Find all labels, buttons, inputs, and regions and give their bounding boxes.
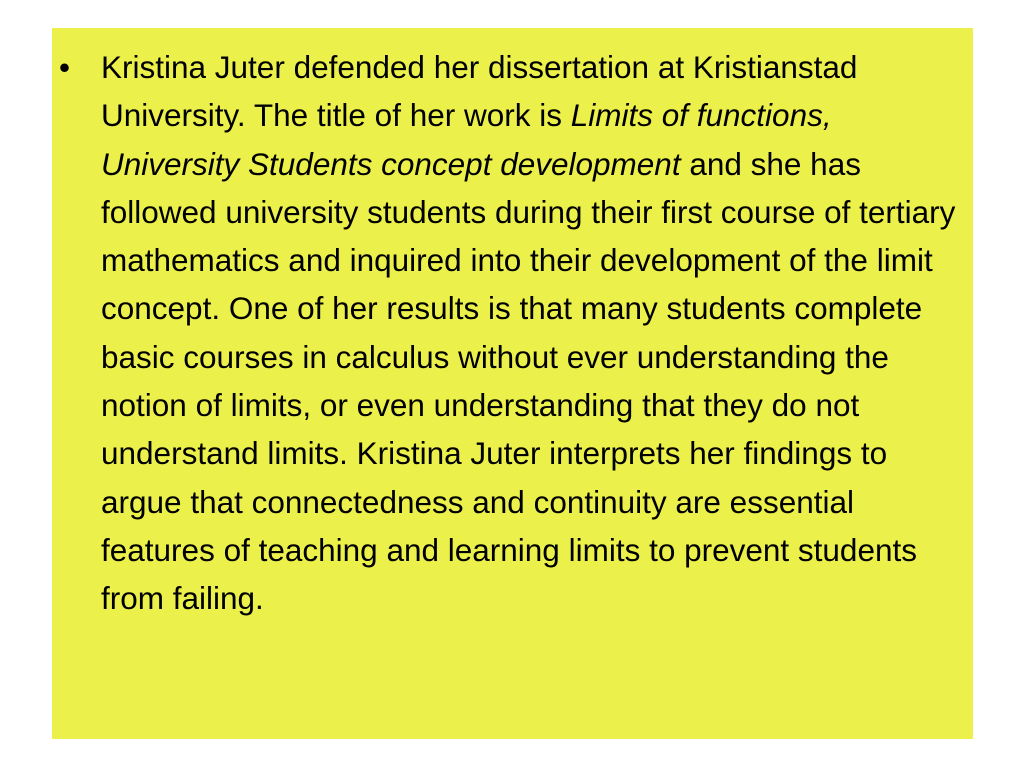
bullet-item [59, 43, 966, 623]
bullet-text-intro: Kristina Juter defended her dissertation at Kristianstad University. The title of her work is [101, 49, 858, 134]
bullet-text-body: and she has followed university students during their first course of tertiary mathematics and inquired into their development of the limit concept. One of her results is that many students complete basic courses in calculus without ever understanding the notion of limits, or even understanding that they do not understand limits. Kristina Juter interprets her findings to argue that connectedness and continuity are essential features of teaching and learning limits to prevent students from failing. [101, 145, 956, 617]
bullet-marker: • [59, 49, 71, 85]
dissertation-title: Limits of functions, University Students concept development [101, 97, 832, 182]
text-box [52, 28, 973, 739]
